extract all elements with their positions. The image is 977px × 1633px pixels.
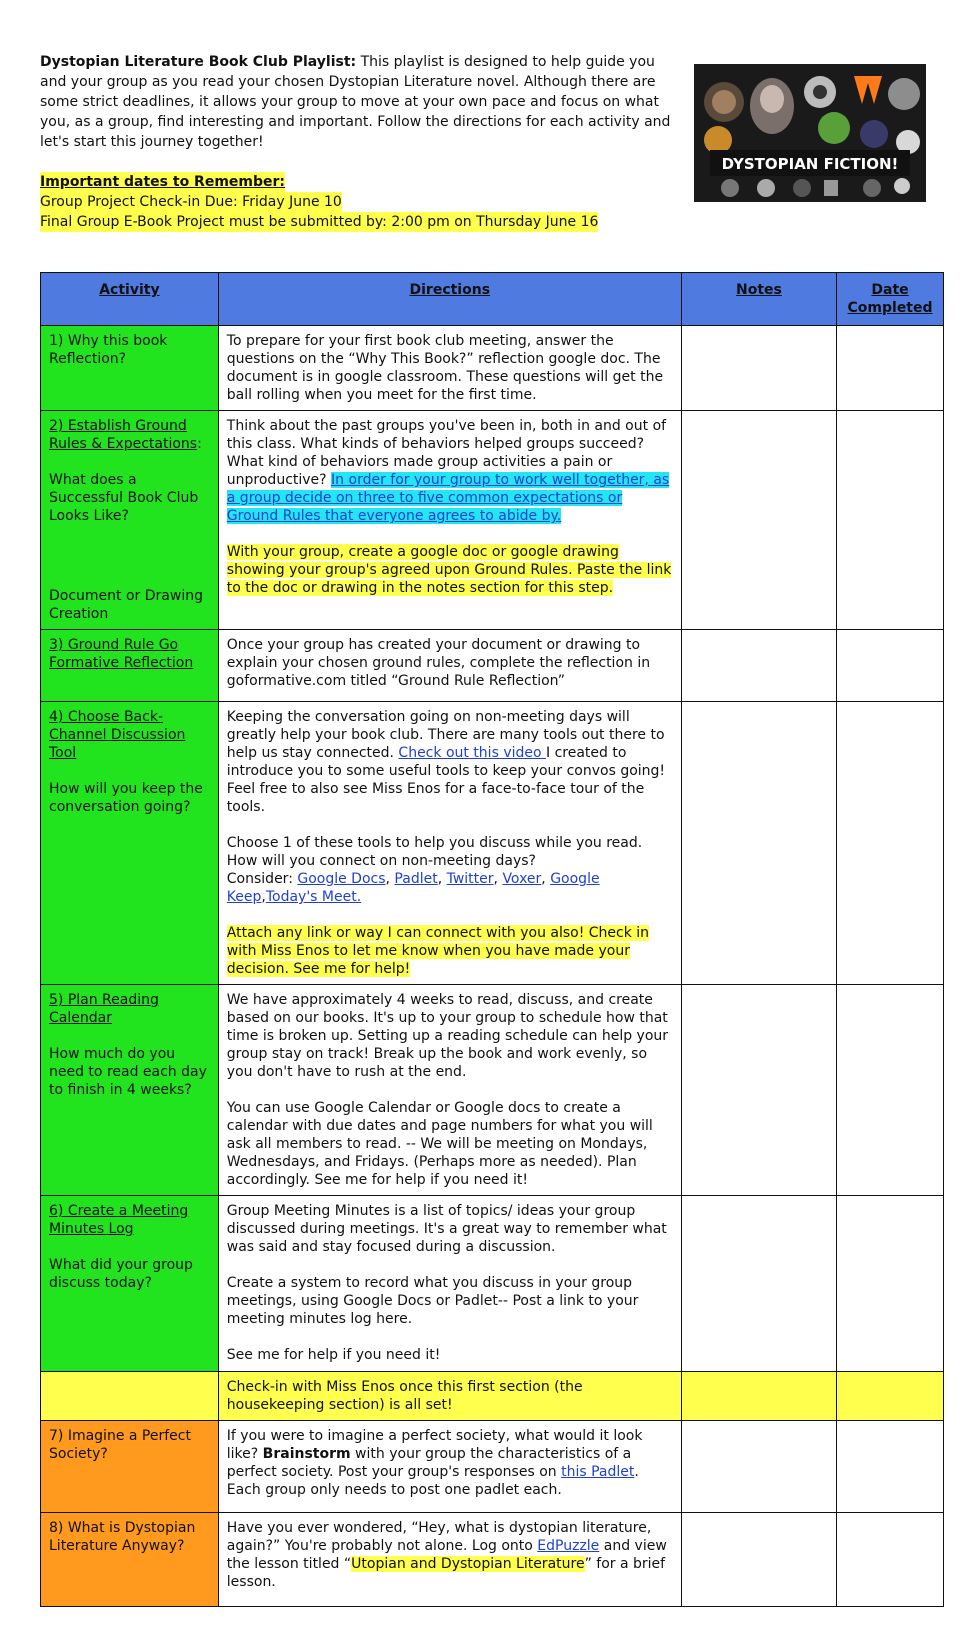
table-row: [41, 1513, 944, 1607]
playlist-table: [40, 272, 944, 1607]
table-row: [41, 326, 944, 411]
activity-cell: 5) Plan Reading Calendar How much do you need to read each day to finish in 4 weeks?: [41, 985, 219, 1196]
intro-section: [40, 52, 680, 232]
activity-cell: 7) Imagine a Perfect Society?: [41, 1421, 219, 1513]
padlet-link[interactable]: this Padlet: [561, 1464, 635, 1480]
activity-cell: [41, 1372, 219, 1421]
video-link[interactable]: Check out this video: [398, 745, 547, 761]
tool-link-padlet[interactable]: Padlet: [394, 871, 438, 887]
activity-link-ground-rules[interactable]: 2) Establish Ground Rules & Expectations: [49, 418, 198, 452]
header-directions: Directions: [218, 273, 681, 326]
table-row: [41, 985, 944, 1196]
directions-cell: We have approximately 4 weeks to read, discuss, and create based on our books. It's up to your group to schedule how that time is broken up. Setting up a reading schedule can help your group stay on track! Break up the book and work evenly, so you don't have to rush at the end. You can use Google Calendar or Google docs to create a calendar with due dates and page numbers for what you will ask all members to read. -- We will be meeting on Mondays, Wednesdays, and Fridays. (Perhaps more as needed). Plan accordingly. See me for help if you need it!: [218, 985, 681, 1196]
date-completed-cell[interactable]: [837, 630, 944, 702]
intro-title: Dystopian Literature Book Club Playlist:: [40, 54, 357, 70]
tool-link-google-keep[interactable]: Google Keep: [226, 871, 600, 905]
notes-cell[interactable]: [681, 1421, 836, 1513]
date-completed-cell[interactable]: [837, 702, 944, 985]
activity-link-meeting-minutes[interactable]: 6) Create a Meeting Minutes Log: [49, 1203, 189, 1237]
header-activity: Activity: [41, 273, 219, 326]
table-row: [41, 630, 944, 702]
table-row: [41, 702, 944, 985]
directions-cell: To prepare for your first book club meeting, answer the questions on the “Why This Book?” reflection google doc. The document is in google classroom. These questions will get the ball rolling when you meet for the first time.: [218, 326, 681, 411]
notes-cell[interactable]: [681, 702, 836, 985]
table-row: [41, 411, 944, 630]
notes-cell[interactable]: [681, 1513, 836, 1607]
tool-link-google-docs[interactable]: Google Docs: [297, 871, 386, 887]
dystopian-fiction-banner-image: [694, 64, 926, 202]
ground-rules-link[interactable]: In order for your group to work well together, as a group decide on three to five common expectations or Ground Rules that everyone agrees to abide by.: [226, 472, 670, 524]
activity-cell: 2) Establish Ground Rules & Expectations: What does a Successful Book Club Looks Like? Document or Drawing Creation: [41, 411, 219, 630]
directions-cell: If you were to imagine a perfect society, what would it look like? Brainstorm with your group the characteristics of a perfect society. Post your group's responses on this Padlet. Each group only needs to post one padlet each.: [218, 1421, 681, 1513]
activity-cell: 8) What is Dystopian Literature Anyway?: [41, 1513, 219, 1607]
table-header-row: [41, 273, 944, 326]
checkpoint-row: [41, 1372, 944, 1421]
activity-cell: 6) Create a Meeting Minutes Log What did your group discuss today?: [41, 1196, 219, 1372]
date-final: Final Group E-Book Project must be submitted by: 2:00 pm on Thursday June 16: [40, 214, 599, 230]
activity-link-reading-calendar[interactable]: 5) Plan Reading Calendar: [49, 992, 159, 1026]
directions-cell: Once your group has created your document or drawing to explain your chosen ground rules, complete the reflection in goformative.com titled “Ground Rule Reflection”: [218, 630, 681, 702]
date-completed-cell[interactable]: [837, 985, 944, 1196]
directions-cell: Keeping the conversation going on non-meeting days will greatly help your book club. There are many tools out there to help us stay connected. Check out this video I created to introduce you to some useful tools to keep your convos going! Feel free to also see Miss Enos for a face-to-face tour of the tools. Choose 1 of these tools to help you discuss while you read. How will you connect on non-meeting days? Consider: Google Docs, Padlet, Twitter, Voxer, Google Keep,Today's Meet. Attach any link or way I can connect with you also! Check in with Miss Enos to let me know when you have made your decision. See me for help!: [218, 702, 681, 985]
activity-link-back-channel[interactable]: 4) Choose Back-Channel Discussion Tool: [49, 709, 186, 761]
date-completed-cell[interactable]: [837, 1196, 944, 1372]
header-notes: Notes: [681, 273, 836, 326]
directions-cell: Check-in with Miss Enos once this first section (the housekeeping section) is all set!: [218, 1372, 681, 1421]
directions-cell: Group Meeting Minutes is a list of topics/ ideas your group discussed during meetings. It's a great way to remember what was said and stay focused during a discussion. Create a system to record what you discuss in your group meetings, using Google Docs or Padlet-- Post a link to your meeting minutes log here. See me for help if you need it!: [218, 1196, 681, 1372]
activity-cell: [41, 630, 219, 702]
directions-cell: Have you ever wondered, “Hey, what is dystopian literature, again?” You're probably not alone. Log onto EdPuzzle and view the lesson titled “Utopian and Dystopian Literature” for a brief lesson.: [218, 1513, 681, 1607]
table-row: [41, 1196, 944, 1372]
intro-text: This playlist is designed to help guide you and your group as you read your chosen Dystopian Literature novel. Although there are some strict deadlines, it allows your group to move at your own pace and focus on what you, as a group, find interesting and important. Follow the directions for each activity and let's start this journey together!: [40, 54, 671, 150]
date-checkin: Group Project Check-in Due: Friday June 10: [40, 194, 342, 210]
notes-cell[interactable]: [681, 411, 836, 630]
notes-cell[interactable]: [681, 1196, 836, 1372]
notes-cell[interactable]: [681, 326, 836, 411]
date-completed-cell[interactable]: [837, 1421, 944, 1513]
header-date-completed: Date Completed: [837, 273, 944, 326]
dates-heading: Important dates to Remember:: [40, 174, 286, 190]
date-completed-cell[interactable]: [837, 1372, 944, 1421]
directions-cell: Think about the past groups you've been in, both in and out of this class. What kinds of behaviors helped groups succeed? What kind of behaviors made group activities a pain or unproductive? In order for your group to work well together, as a group decide on three to five common expectations or Ground Rules that everyone agrees to abide by. With your group, create a google doc or google drawing showing your group's agreed upon Ground Rules. Paste the link to the doc or drawing in the notes section for this step.: [218, 411, 681, 630]
tool-link-todays-meet[interactable]: Today's Meet.: [265, 889, 362, 905]
activity-link-goformative[interactable]: 3) Ground Rule Go Formative Reflection: [49, 637, 194, 671]
activity-cell: 4) Choose Back-Channel Discussion Tool How will you keep the conversation going?: [41, 702, 219, 985]
activity-cell: 1) Why this book Reflection?: [41, 326, 219, 411]
important-dates: [40, 172, 680, 232]
banner-text: DYSTOPIAN FICTION!: [721, 155, 899, 173]
edpuzzle-link[interactable]: EdPuzzle: [537, 1538, 600, 1554]
date-completed-cell[interactable]: [837, 411, 944, 630]
notes-cell[interactable]: [681, 630, 836, 702]
tool-link-voxer[interactable]: Voxer: [502, 871, 542, 887]
notes-cell[interactable]: [681, 985, 836, 1196]
notes-cell[interactable]: [681, 1372, 836, 1421]
tool-link-twitter[interactable]: Twitter: [446, 871, 494, 887]
date-completed-cell[interactable]: [837, 1513, 944, 1607]
table-row: [41, 1421, 944, 1513]
date-completed-cell[interactable]: [837, 326, 944, 411]
